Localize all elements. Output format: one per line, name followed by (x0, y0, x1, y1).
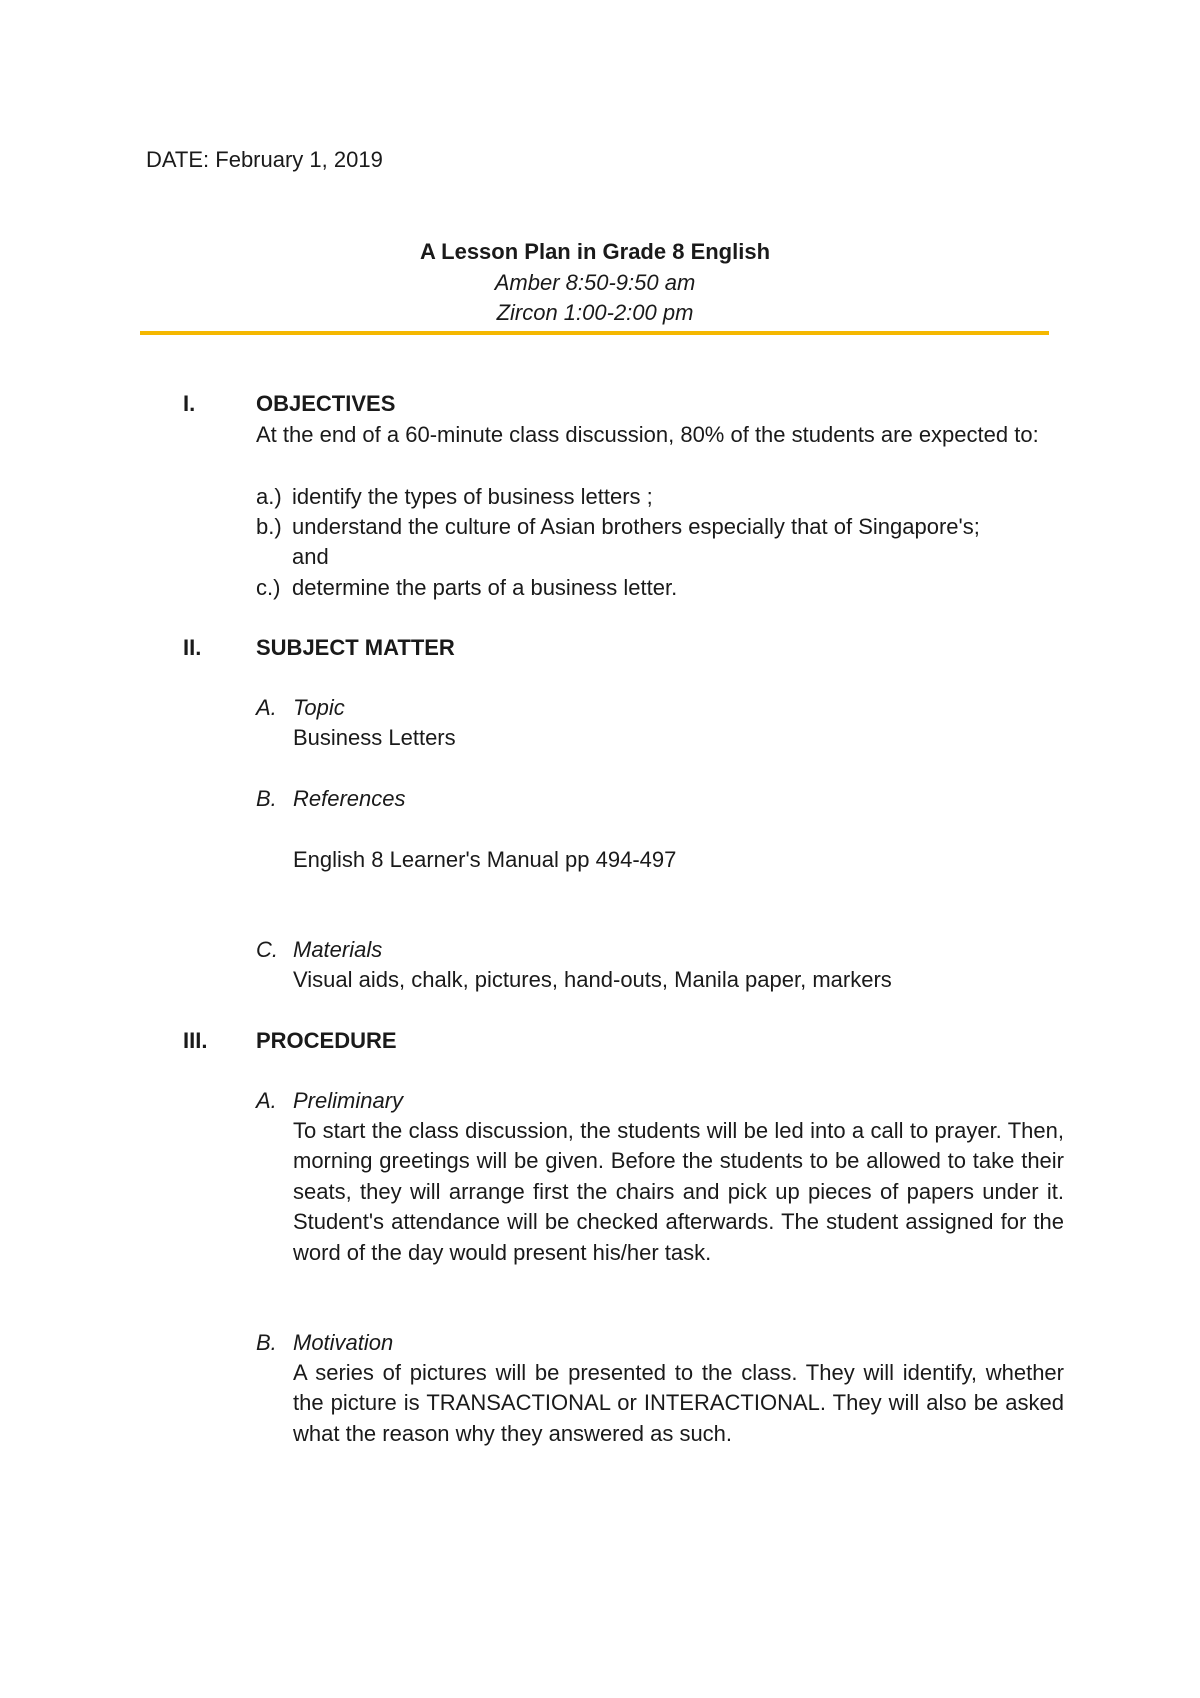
motivation-label: Motivation (293, 1330, 394, 1355)
materials-label: Materials (293, 937, 383, 962)
references-text: English 8 Learner's Manual pp 494-497 (293, 847, 677, 872)
objective-text-c: determine the parts of a business letter. (292, 575, 678, 600)
schedule-zircon: Zircon 1:00-2:00 pm (496, 300, 694, 325)
preliminary-letter: A. (256, 1088, 277, 1113)
preliminary-text: To start the class discussion, the students will be led into a call to prayer. Then, morning greetings will be given. Before the students to be allowed to take their seats, they will arrange first the chairs and pick up pieces of papers under it. Student's attendance will be checked afterwards. The student assigned for the word of the day would present his/her task. (293, 1118, 1064, 1265)
objective-text-a: identify the types of business letters ; (292, 484, 653, 509)
materials-letter: C. (256, 937, 278, 962)
date-line: DATE: February 1, 2019 (146, 147, 383, 172)
motivation-letter: B. (256, 1330, 277, 1355)
objective-label-c: c.) (256, 575, 281, 600)
section-number-objectives: I. (183, 391, 196, 416)
topic-text: Business Letters (293, 725, 456, 750)
section-heading-objectives: OBJECTIVES (256, 391, 396, 416)
motivation-text: A series of pictures will be presented to the class. They will identify, whether the picture is TRANSACTIONAL or INTERACTIONAL. They will also be asked what the reason why they answered as such. (293, 1360, 1064, 1446)
materials-text: Visual aids, chalk, pictures, hand-outs, Manila paper, markers (293, 967, 892, 992)
schedule-amber: Amber 8:50-9:50 am (494, 270, 696, 295)
objective-text-b: understand the culture of Asian brothers especially that of Singapore's; (292, 514, 980, 539)
section-heading-procedure: PROCEDURE (256, 1028, 397, 1053)
objective-label-b: b.) (256, 514, 282, 539)
section-number-subject-matter: II. (183, 635, 202, 660)
references-label: References (293, 786, 406, 811)
objectives-intro: At the end of a 60-minute class discussion, 80% of the students are expected to: (256, 422, 1039, 447)
document-title: A Lesson Plan in Grade 8 English (419, 239, 771, 264)
topic-label: Topic (293, 695, 345, 720)
section-heading-subject-matter: SUBJECT MATTER (256, 635, 455, 660)
objective-text-b-cont: and (292, 544, 329, 569)
section-number-procedure: III. (183, 1028, 208, 1053)
topic-letter: A. (256, 695, 277, 720)
header-divider (140, 331, 1049, 335)
objective-label-a: a.) (256, 484, 282, 509)
references-letter: B. (256, 786, 277, 811)
preliminary-label: Preliminary (293, 1088, 404, 1113)
